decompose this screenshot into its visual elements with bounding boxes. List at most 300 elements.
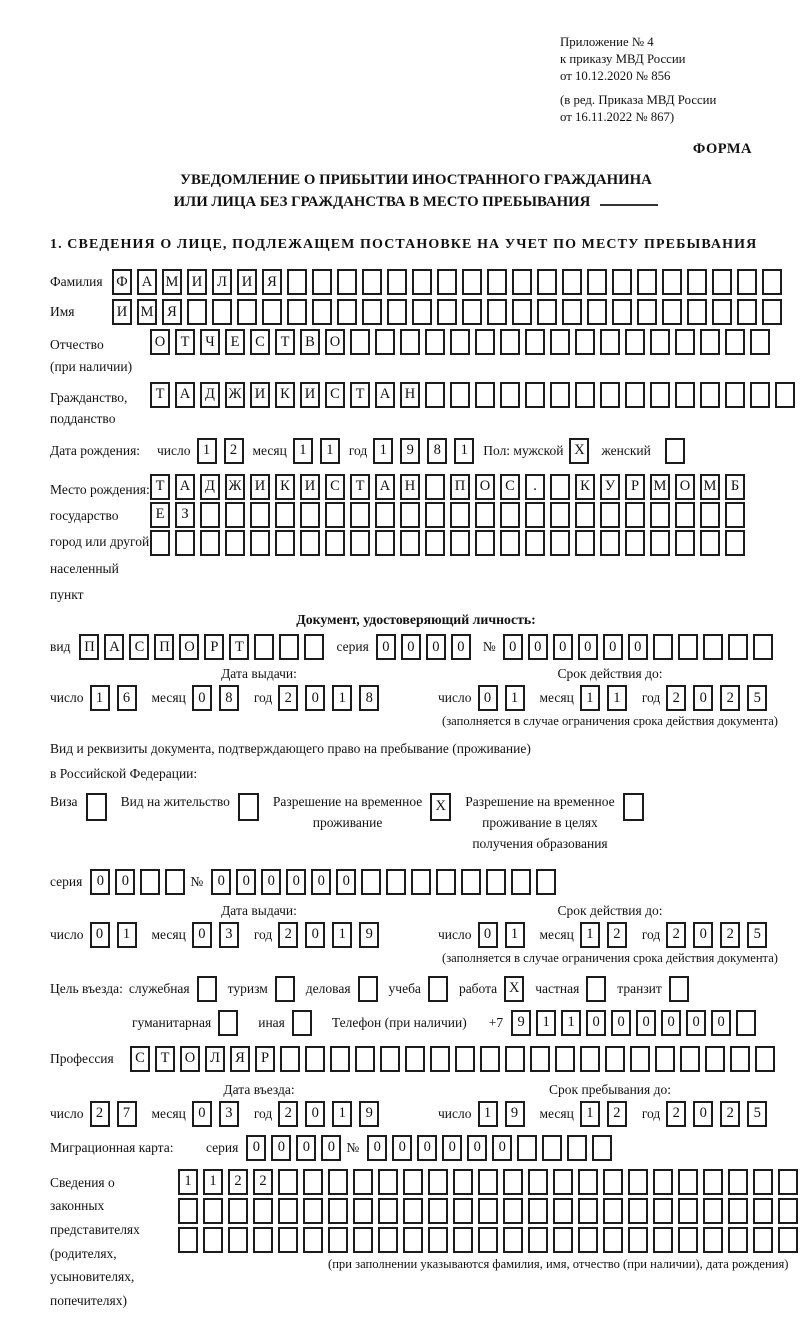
char-cell[interactable] [203, 1227, 223, 1253]
char-cell[interactable] [603, 1198, 623, 1224]
char-cell[interactable] [650, 329, 670, 355]
char-cell[interactable] [280, 1046, 300, 1072]
char-cell[interactable]: И [250, 474, 270, 500]
char-cell[interactable]: 1 [580, 1101, 600, 1127]
work-checkbox[interactable]: X [504, 976, 524, 1002]
char-cell[interactable] [650, 382, 670, 408]
char-cell[interactable]: Я [262, 269, 282, 295]
char-cell[interactable] [450, 329, 470, 355]
char-cell[interactable] [362, 299, 382, 325]
char-cell[interactable] [403, 1227, 423, 1253]
char-cell[interactable]: Е [150, 502, 170, 528]
char-cell[interactable] [436, 869, 456, 895]
char-cell[interactable] [580, 1046, 600, 1072]
char-cell[interactable] [575, 329, 595, 355]
char-cell[interactable] [725, 502, 745, 528]
char-cell[interactable] [378, 1227, 398, 1253]
char-cell[interactable]: 0 [426, 634, 446, 660]
char-cell[interactable] [425, 502, 445, 528]
char-cell[interactable] [455, 1046, 475, 1072]
char-cell[interactable] [500, 382, 520, 408]
char-cell[interactable] [725, 382, 745, 408]
char-cell[interactable] [600, 530, 620, 556]
char-cell[interactable] [737, 269, 757, 295]
char-cell[interactable]: Ч [200, 329, 220, 355]
char-cell[interactable]: Р [204, 634, 224, 660]
char-cell[interactable]: 0 [693, 685, 713, 711]
char-cell[interactable] [503, 1169, 523, 1195]
char-cell[interactable]: С [500, 474, 520, 500]
char-cell[interactable] [425, 530, 445, 556]
char-cell[interactable] [628, 1169, 648, 1195]
char-cell[interactable] [353, 1227, 373, 1253]
char-cell[interactable] [762, 269, 782, 295]
char-cell[interactable] [475, 502, 495, 528]
char-cell[interactable]: 0 [693, 1101, 713, 1127]
char-cell[interactable] [337, 299, 357, 325]
char-cell[interactable]: 0 [305, 1101, 325, 1127]
char-cell[interactable]: 0 [236, 869, 256, 895]
char-cell[interactable] [187, 299, 207, 325]
char-cell[interactable]: 0 [686, 1010, 706, 1036]
char-cell[interactable] [300, 530, 320, 556]
char-cell[interactable] [728, 1198, 748, 1224]
char-cell[interactable]: Т [155, 1046, 175, 1072]
char-cell[interactable] [550, 382, 570, 408]
char-cell[interactable] [428, 1227, 448, 1253]
char-cell[interactable]: 8 [219, 685, 239, 711]
char-cell[interactable] [225, 530, 245, 556]
char-cell[interactable] [605, 1046, 625, 1072]
char-cell[interactable] [425, 382, 445, 408]
char-cell[interactable] [603, 1169, 623, 1195]
char-cell[interactable]: 1 [332, 922, 352, 948]
char-cell[interactable]: В [300, 329, 320, 355]
char-cell[interactable] [362, 269, 382, 295]
char-cell[interactable]: 0 [311, 869, 331, 895]
char-cell[interactable] [375, 502, 395, 528]
char-cell[interactable]: Е [225, 329, 245, 355]
char-cell[interactable] [350, 530, 370, 556]
char-cell[interactable]: 9 [359, 922, 379, 948]
char-cell[interactable] [353, 1169, 373, 1195]
char-cell[interactable]: У [600, 474, 620, 500]
char-cell[interactable] [537, 299, 557, 325]
char-cell[interactable] [500, 502, 520, 528]
char-cell[interactable]: 2 [90, 1101, 110, 1127]
char-cell[interactable] [400, 530, 420, 556]
char-cell[interactable] [500, 329, 520, 355]
char-cell[interactable] [675, 382, 695, 408]
char-cell[interactable] [762, 299, 782, 325]
char-cell[interactable] [678, 634, 698, 660]
char-cell[interactable] [175, 530, 195, 556]
char-cell[interactable]: Н [400, 474, 420, 500]
char-cell[interactable] [653, 1227, 673, 1253]
char-cell[interactable]: 0 [305, 685, 325, 711]
char-cell[interactable] [178, 1227, 198, 1253]
char-cell[interactable]: Т [150, 474, 170, 500]
char-cell[interactable] [475, 530, 495, 556]
char-cell[interactable] [703, 634, 723, 660]
char-cell[interactable] [578, 1198, 598, 1224]
char-cell[interactable]: 0 [611, 1010, 631, 1036]
char-cell[interactable]: М [137, 299, 157, 325]
char-cell[interactable]: М [700, 474, 720, 500]
char-cell[interactable]: 2 [666, 685, 686, 711]
char-cell[interactable] [200, 530, 220, 556]
char-cell[interactable] [730, 1046, 750, 1072]
char-cell[interactable] [530, 1046, 550, 1072]
char-cell[interactable]: 0 [553, 634, 573, 660]
char-cell[interactable] [517, 1135, 537, 1161]
char-cell[interactable] [650, 502, 670, 528]
char-cell[interactable]: И [250, 382, 270, 408]
char-cell[interactable]: 1 [203, 1169, 223, 1195]
char-cell[interactable] [753, 1169, 773, 1195]
char-cell[interactable]: И [237, 269, 257, 295]
char-cell[interactable] [405, 1046, 425, 1072]
char-cell[interactable] [300, 502, 320, 528]
char-cell[interactable] [400, 329, 420, 355]
char-cell[interactable] [450, 530, 470, 556]
char-cell[interactable] [725, 530, 745, 556]
char-cell[interactable]: 1 [197, 438, 217, 464]
char-cell[interactable]: З [175, 502, 195, 528]
char-cell[interactable] [400, 502, 420, 528]
char-cell[interactable] [678, 1169, 698, 1195]
char-cell[interactable]: 0 [192, 685, 212, 711]
char-cell[interactable] [330, 1046, 350, 1072]
char-cell[interactable]: 0 [578, 634, 598, 660]
char-cell[interactable] [750, 329, 770, 355]
char-cell[interactable]: 0 [246, 1135, 266, 1161]
char-cell[interactable]: 0 [192, 1101, 212, 1127]
char-cell[interactable] [778, 1227, 798, 1253]
char-cell[interactable]: 1 [90, 685, 110, 711]
char-cell[interactable] [387, 269, 407, 295]
char-cell[interactable] [453, 1169, 473, 1195]
char-cell[interactable]: Т [350, 474, 370, 500]
char-cell[interactable] [253, 1198, 273, 1224]
char-cell[interactable] [675, 329, 695, 355]
char-cell[interactable]: Т [150, 382, 170, 408]
char-cell[interactable]: 2 [228, 1169, 248, 1195]
char-cell[interactable] [705, 1046, 725, 1072]
char-cell[interactable] [428, 1169, 448, 1195]
char-cell[interactable] [478, 1227, 498, 1253]
char-cell[interactable] [537, 269, 557, 295]
char-cell[interactable]: 1 [505, 685, 525, 711]
char-cell[interactable] [575, 530, 595, 556]
char-cell[interactable] [678, 1227, 698, 1253]
char-cell[interactable]: 0 [636, 1010, 656, 1036]
char-cell[interactable]: 9 [359, 1101, 379, 1127]
char-cell[interactable]: 3 [219, 1101, 239, 1127]
char-cell[interactable] [253, 1227, 273, 1253]
char-cell[interactable]: Д [200, 382, 220, 408]
char-cell[interactable] [587, 269, 607, 295]
char-cell[interactable]: 2 [720, 1101, 740, 1127]
char-cell[interactable] [655, 1046, 675, 1072]
char-cell[interactable]: 0 [417, 1135, 437, 1161]
char-cell[interactable]: 9 [400, 438, 420, 464]
char-cell[interactable] [287, 299, 307, 325]
char-cell[interactable] [337, 269, 357, 295]
blank-underline[interactable] [600, 204, 658, 206]
char-cell[interactable]: 0 [693, 922, 713, 948]
char-cell[interactable]: 1 [536, 1010, 556, 1036]
char-cell[interactable] [637, 299, 657, 325]
char-cell[interactable] [350, 329, 370, 355]
char-cell[interactable] [628, 1198, 648, 1224]
char-cell[interactable]: 0 [211, 869, 231, 895]
char-cell[interactable] [487, 269, 507, 295]
char-cell[interactable]: 2 [666, 922, 686, 948]
char-cell[interactable] [150, 530, 170, 556]
char-cell[interactable] [775, 382, 795, 408]
char-cell[interactable]: Т [175, 329, 195, 355]
char-cell[interactable] [512, 299, 532, 325]
char-cell[interactable]: 0 [305, 922, 325, 948]
char-cell[interactable]: П [154, 634, 174, 660]
char-cell[interactable]: 1 [373, 438, 393, 464]
char-cell[interactable] [165, 869, 185, 895]
char-cell[interactable]: 0 [711, 1010, 731, 1036]
char-cell[interactable] [778, 1169, 798, 1195]
char-cell[interactable] [687, 299, 707, 325]
char-cell[interactable]: 5 [747, 685, 767, 711]
char-cell[interactable] [225, 502, 245, 528]
char-cell[interactable]: Т [229, 634, 249, 660]
char-cell[interactable] [592, 1135, 612, 1161]
char-cell[interactable]: Р [255, 1046, 275, 1072]
char-cell[interactable] [478, 1198, 498, 1224]
char-cell[interactable]: Б [725, 474, 745, 500]
char-cell[interactable] [567, 1135, 587, 1161]
char-cell[interactable] [278, 1169, 298, 1195]
char-cell[interactable] [305, 1046, 325, 1072]
tourism-checkbox[interactable] [275, 976, 295, 1002]
char-cell[interactable]: 1 [454, 438, 474, 464]
char-cell[interactable] [500, 530, 520, 556]
char-cell[interactable] [475, 382, 495, 408]
char-cell[interactable] [553, 1227, 573, 1253]
char-cell[interactable] [487, 299, 507, 325]
other-checkbox[interactable] [292, 1010, 312, 1036]
char-cell[interactable] [678, 1198, 698, 1224]
char-cell[interactable] [555, 1046, 575, 1072]
char-cell[interactable]: 0 [503, 634, 523, 660]
char-cell[interactable]: И [187, 269, 207, 295]
char-cell[interactable]: Т [350, 382, 370, 408]
char-cell[interactable] [675, 530, 695, 556]
char-cell[interactable] [453, 1227, 473, 1253]
char-cell[interactable]: 0 [401, 634, 421, 660]
char-cell[interactable] [178, 1198, 198, 1224]
char-cell[interactable] [425, 329, 445, 355]
char-cell[interactable]: 2 [607, 922, 627, 948]
char-cell[interactable]: 8 [359, 685, 379, 711]
char-cell[interactable]: 0 [492, 1135, 512, 1161]
char-cell[interactable] [700, 329, 720, 355]
char-cell[interactable]: П [450, 474, 470, 500]
char-cell[interactable] [600, 382, 620, 408]
char-cell[interactable]: 7 [117, 1101, 137, 1127]
char-cell[interactable]: 0 [661, 1010, 681, 1036]
char-cell[interactable]: Л [205, 1046, 225, 1072]
char-cell[interactable]: 0 [451, 634, 471, 660]
char-cell[interactable]: Т [275, 329, 295, 355]
visa-checkbox[interactable] [86, 793, 107, 821]
char-cell[interactable] [378, 1169, 398, 1195]
char-cell[interactable] [680, 1046, 700, 1072]
char-cell[interactable]: 2 [720, 685, 740, 711]
temp-residence-checkbox[interactable]: X [430, 793, 451, 821]
char-cell[interactable] [328, 1198, 348, 1224]
business-checkbox[interactable] [358, 976, 378, 1002]
char-cell[interactable]: 5 [747, 922, 767, 948]
char-cell[interactable] [528, 1198, 548, 1224]
char-cell[interactable] [578, 1227, 598, 1253]
char-cell[interactable]: Я [162, 299, 182, 325]
char-cell[interactable] [562, 299, 582, 325]
char-cell[interactable] [378, 1198, 398, 1224]
char-cell[interactable] [562, 269, 582, 295]
char-cell[interactable]: 0 [628, 634, 648, 660]
char-cell[interactable] [386, 869, 406, 895]
char-cell[interactable] [687, 269, 707, 295]
char-cell[interactable]: 0 [336, 869, 356, 895]
char-cell[interactable] [630, 1046, 650, 1072]
char-cell[interactable] [511, 869, 531, 895]
char-cell[interactable]: 1 [505, 922, 525, 948]
char-cell[interactable]: 1 [320, 438, 340, 464]
char-cell[interactable] [453, 1198, 473, 1224]
char-cell[interactable] [603, 1227, 623, 1253]
char-cell[interactable]: 2 [278, 685, 298, 711]
char-cell[interactable] [275, 530, 295, 556]
char-cell[interactable]: Л [212, 269, 232, 295]
char-cell[interactable] [653, 1198, 673, 1224]
char-cell[interactable]: 1 [607, 685, 627, 711]
char-cell[interactable]: О [475, 474, 495, 500]
char-cell[interactable]: 1 [580, 685, 600, 711]
char-cell[interactable] [262, 299, 282, 325]
char-cell[interactable]: С [325, 474, 345, 500]
char-cell[interactable] [375, 329, 395, 355]
study-checkbox[interactable] [428, 976, 448, 1002]
char-cell[interactable]: А [375, 474, 395, 500]
char-cell[interactable] [237, 299, 257, 325]
char-cell[interactable] [725, 329, 745, 355]
char-cell[interactable]: Ж [225, 474, 245, 500]
char-cell[interactable] [503, 1198, 523, 1224]
char-cell[interactable]: 2 [607, 1101, 627, 1127]
char-cell[interactable]: 1 [561, 1010, 581, 1036]
char-cell[interactable] [550, 502, 570, 528]
char-cell[interactable] [462, 269, 482, 295]
char-cell[interactable]: Я [230, 1046, 250, 1072]
char-cell[interactable] [303, 1198, 323, 1224]
char-cell[interactable]: 2 [224, 438, 244, 464]
char-cell[interactable] [553, 1169, 573, 1195]
char-cell[interactable] [650, 530, 670, 556]
char-cell[interactable] [278, 1198, 298, 1224]
char-cell[interactable]: 0 [478, 922, 498, 948]
char-cell[interactable] [250, 502, 270, 528]
char-cell[interactable] [203, 1198, 223, 1224]
char-cell[interactable] [753, 1198, 773, 1224]
char-cell[interactable] [303, 1227, 323, 1253]
char-cell[interactable] [755, 1046, 775, 1072]
char-cell[interactable] [450, 502, 470, 528]
char-cell[interactable]: 1 [478, 1101, 498, 1127]
char-cell[interactable] [312, 299, 332, 325]
char-cell[interactable] [737, 299, 757, 325]
char-cell[interactable] [728, 634, 748, 660]
char-cell[interactable] [600, 502, 620, 528]
char-cell[interactable] [625, 382, 645, 408]
char-cell[interactable]: И [300, 382, 320, 408]
char-cell[interactable]: К [575, 474, 595, 500]
char-cell[interactable]: 2 [278, 922, 298, 948]
char-cell[interactable] [700, 382, 720, 408]
char-cell[interactable]: О [325, 329, 345, 355]
char-cell[interactable] [736, 1010, 756, 1036]
char-cell[interactable]: 0 [528, 634, 548, 660]
char-cell[interactable]: 2 [253, 1169, 273, 1195]
char-cell[interactable]: А [375, 382, 395, 408]
char-cell[interactable] [628, 1227, 648, 1253]
char-cell[interactable] [403, 1198, 423, 1224]
char-cell[interactable] [355, 1046, 375, 1072]
char-cell[interactable] [412, 269, 432, 295]
char-cell[interactable]: 2 [278, 1101, 298, 1127]
char-cell[interactable] [387, 299, 407, 325]
char-cell[interactable]: П [79, 634, 99, 660]
char-cell[interactable]: 0 [321, 1135, 341, 1161]
char-cell[interactable] [475, 329, 495, 355]
char-cell[interactable] [328, 1227, 348, 1253]
char-cell[interactable]: 6 [117, 685, 137, 711]
char-cell[interactable] [542, 1135, 562, 1161]
char-cell[interactable]: 1 [332, 1101, 352, 1127]
char-cell[interactable] [375, 530, 395, 556]
char-cell[interactable]: 1 [580, 922, 600, 948]
char-cell[interactable] [525, 502, 545, 528]
char-cell[interactable] [637, 269, 657, 295]
char-cell[interactable]: И [300, 474, 320, 500]
char-cell[interactable]: С [129, 634, 149, 660]
char-cell[interactable]: О [179, 634, 199, 660]
char-cell[interactable]: О [180, 1046, 200, 1072]
char-cell[interactable] [712, 269, 732, 295]
char-cell[interactable] [328, 1169, 348, 1195]
char-cell[interactable]: 2 [720, 922, 740, 948]
char-cell[interactable] [525, 382, 545, 408]
char-cell[interactable]: Р [625, 474, 645, 500]
char-cell[interactable] [361, 869, 381, 895]
char-cell[interactable] [254, 634, 274, 660]
char-cell[interactable]: 0 [261, 869, 281, 895]
char-cell[interactable] [612, 299, 632, 325]
char-cell[interactable] [625, 530, 645, 556]
char-cell[interactable] [536, 869, 556, 895]
humanitarian-checkbox[interactable] [218, 1010, 238, 1036]
char-cell[interactable] [287, 269, 307, 295]
char-cell[interactable] [653, 634, 673, 660]
